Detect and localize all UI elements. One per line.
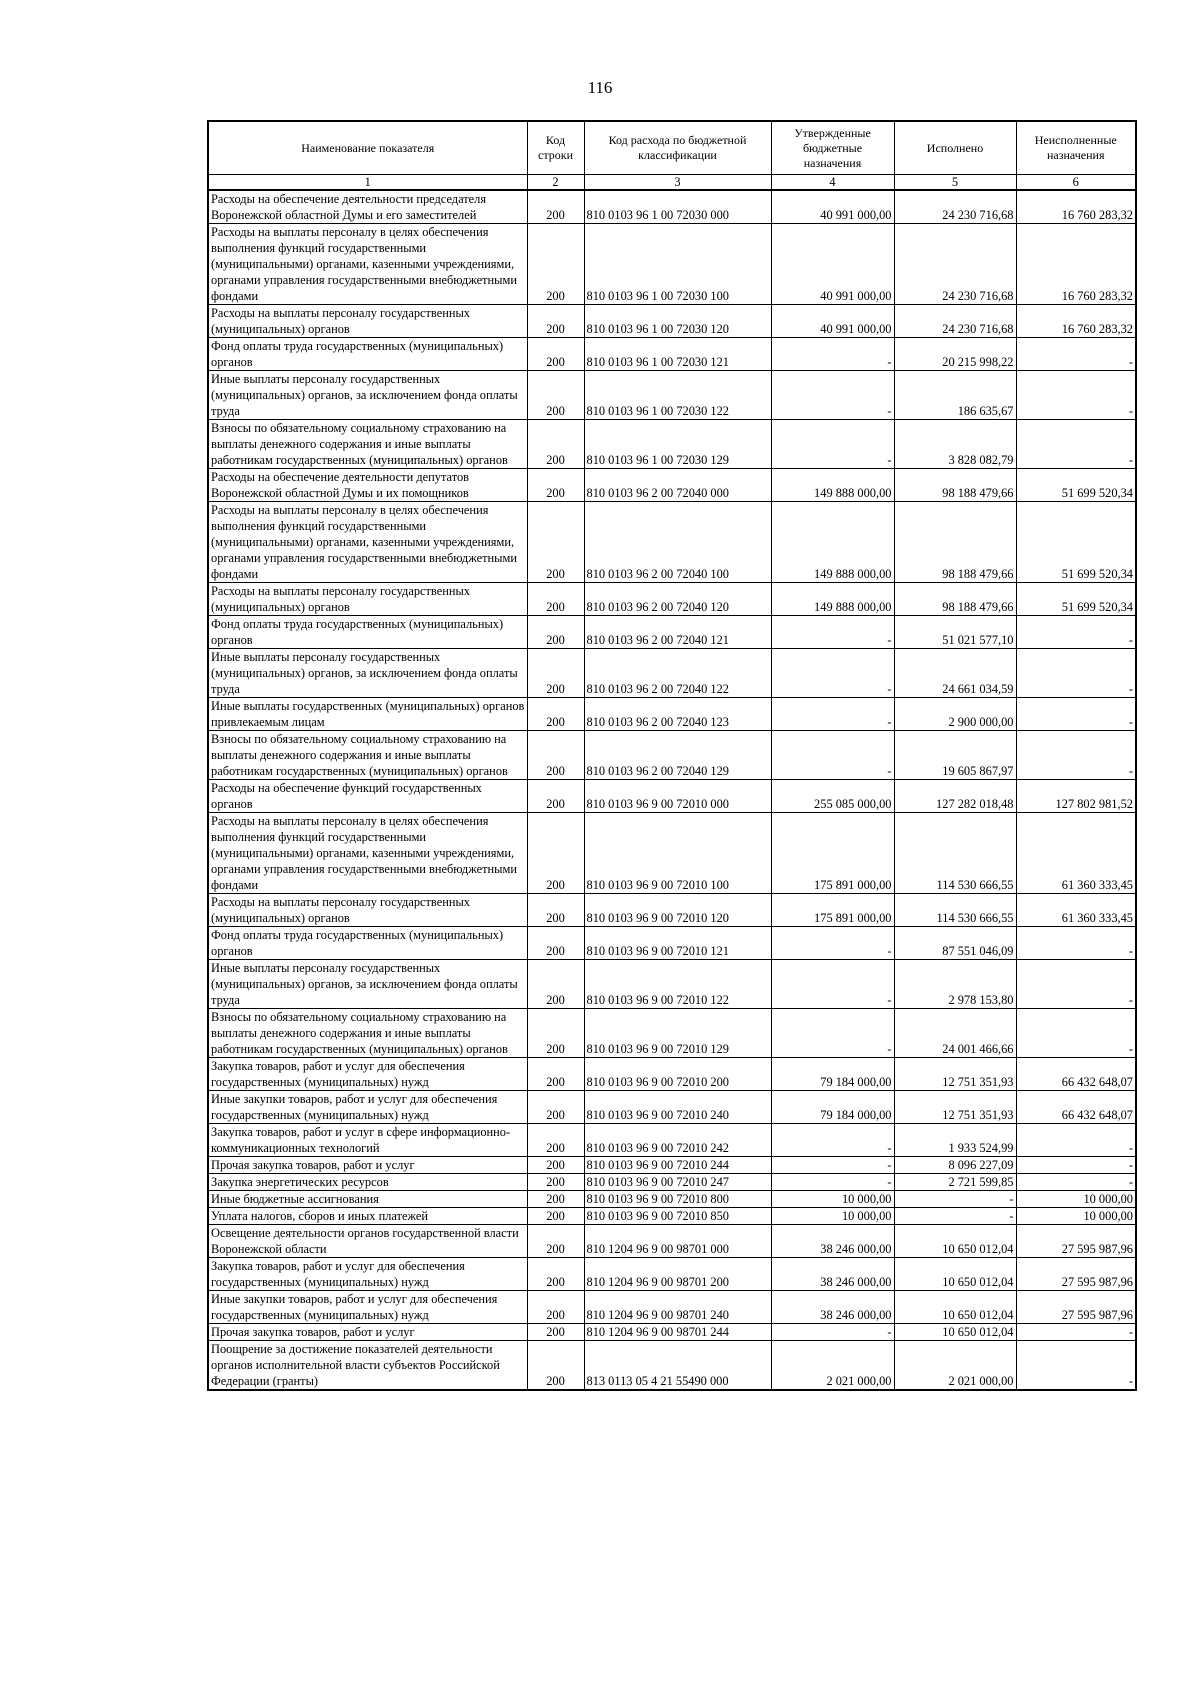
row-executed: 114 530 666,55 [894,813,1016,894]
row-unexecuted: - [1016,731,1136,780]
row-name: Фонд оплаты труда государственных (муниципальных) органов [208,616,527,649]
row-approved: 40 991 000,00 [771,305,894,338]
row-approved: 40 991 000,00 [771,224,894,305]
row-approved: 79 184 000,00 [771,1058,894,1091]
row-unexecuted: - [1016,1009,1136,1058]
table-row [208,371,1136,420]
table-row [208,960,1136,1009]
row-approved: 40 991 000,00 [771,190,894,224]
table-row [208,1225,1136,1258]
row-code: 200 [527,420,584,469]
row-name: Иные закупки товаров, работ и услуг для обеспечения государственных (муниципальных) нужд [208,1291,527,1324]
row-code: 200 [527,1157,584,1174]
row-executed: 2 021 000,00 [894,1341,1016,1391]
row-code: 200 [527,731,584,780]
row-executed: 24 230 716,68 [894,190,1016,224]
row-classification: 810 0103 96 9 00 72010 121 [584,927,771,960]
table-row [208,1157,1136,1174]
row-approved: - [771,731,894,780]
row-code: 200 [527,1208,584,1225]
row-name: Взносы по обязательному социальному страхованию на выплаты денежного содержания и иные выплаты работникам государственных (муниципальных) органов [208,420,527,469]
row-classification: 810 0103 96 9 00 72010 100 [584,813,771,894]
table-row [208,583,1136,616]
row-unexecuted: 127 802 981,52 [1016,780,1136,813]
row-approved: 149 888 000,00 [771,469,894,502]
row-code: 200 [527,1291,584,1324]
table-row [208,502,1136,583]
row-classification: 810 0103 96 9 00 72010 200 [584,1058,771,1091]
row-name: Расходы на выплаты персоналу в целях обеспечения выполнения функций государственными (муниципальными) органами, казенными учреждениями, органами управления государственными внебюджетными фондами [208,813,527,894]
row-unexecuted: - [1016,1157,1136,1174]
row-unexecuted: 27 595 987,96 [1016,1258,1136,1291]
row-executed: 114 530 666,55 [894,894,1016,927]
row-classification: 810 1204 96 9 00 98701 200 [584,1258,771,1291]
table-row [208,780,1136,813]
row-code: 200 [527,927,584,960]
table-row [208,1291,1136,1324]
row-unexecuted: - [1016,927,1136,960]
row-approved: 149 888 000,00 [771,583,894,616]
row-executed: 12 751 351,93 [894,1091,1016,1124]
row-executed: 2 721 599,85 [894,1174,1016,1191]
table-row [208,1091,1136,1124]
table-row [208,469,1136,502]
column-number-row [208,175,1136,191]
row-approved: 175 891 000,00 [771,813,894,894]
row-classification: 810 1204 96 9 00 98701 000 [584,1225,771,1258]
row-unexecuted: - [1016,420,1136,469]
row-approved: - [771,927,894,960]
row-classification: 810 0103 96 9 00 72010 120 [584,894,771,927]
table-row [208,894,1136,927]
row-unexecuted: - [1016,960,1136,1009]
row-executed: 3 828 082,79 [894,420,1016,469]
row-executed: 10 650 012,04 [894,1225,1016,1258]
row-name: Расходы на обеспечение деятельности депутатов Воронежской областной Думы и их помощников [208,469,527,502]
row-name: Расходы на выплаты персоналу государственных (муниципальных) органов [208,894,527,927]
row-classification: 810 0103 96 2 00 72040 129 [584,731,771,780]
row-classification: 810 0103 96 9 00 72010 850 [584,1208,771,1225]
row-classification: 810 1204 96 9 00 98701 244 [584,1324,771,1341]
row-code: 200 [527,1191,584,1208]
row-name: Расходы на выплаты персоналу в целях обеспечения выполнения функций государственными (муниципальными) органами, казенными учреждениями, органами управления государственными внебюджетными фондами [208,224,527,305]
row-approved: - [771,420,894,469]
row-executed: 20 215 998,22 [894,338,1016,371]
row-executed: 186 635,67 [894,371,1016,420]
row-code: 200 [527,469,584,502]
column-number: 6 [1016,175,1136,191]
table-row [208,1341,1136,1391]
row-code: 200 [527,583,584,616]
table-row [208,1124,1136,1157]
row-name: Прочая закупка товаров, работ и услуг [208,1157,527,1174]
table-row [208,420,1136,469]
row-name: Освещение деятельности органов государственной власти Воронежской области [208,1225,527,1258]
row-approved: - [771,1324,894,1341]
row-approved: 38 246 000,00 [771,1291,894,1324]
row-name: Закупка товаров, работ и услуг для обеспечения государственных (муниципальных) нужд [208,1058,527,1091]
row-name: Поощрение за достижение показателей деятельности органов исполнительной власти субъектов Российской Федерации (гранты) [208,1341,527,1391]
table-row [208,190,1136,224]
row-classification: 810 0103 96 9 00 72010 129 [584,1009,771,1058]
row-name: Расходы на обеспечение функций государственных органов [208,780,527,813]
row-unexecuted: 27 595 987,96 [1016,1225,1136,1258]
table-row [208,1208,1136,1225]
row-classification: 810 0103 96 9 00 72010 242 [584,1124,771,1157]
row-approved: - [771,1174,894,1191]
row-unexecuted: - [1016,616,1136,649]
row-name: Закупка товаров, работ и услуг в сфере информационно-коммуникационных технологий [208,1124,527,1157]
row-classification: 810 0103 96 2 00 72040 120 [584,583,771,616]
row-classification: 810 0103 96 1 00 72030 120 [584,305,771,338]
row-unexecuted: - [1016,371,1136,420]
row-executed: 98 188 479,66 [894,583,1016,616]
row-name: Фонд оплаты труда государственных (муниципальных) органов [208,338,527,371]
table-row [208,616,1136,649]
row-unexecuted: 66 432 648,07 [1016,1091,1136,1124]
table-row [208,927,1136,960]
row-approved: 175 891 000,00 [771,894,894,927]
row-name: Иные бюджетные ассигнования [208,1191,527,1208]
table-row [208,1324,1136,1341]
header-name: Наименование показателя [208,121,527,175]
table-row [208,698,1136,731]
row-approved: 10 000,00 [771,1191,894,1208]
row-executed: - [894,1191,1016,1208]
row-code: 200 [527,1341,584,1391]
row-code: 200 [527,338,584,371]
row-executed: 1 933 524,99 [894,1124,1016,1157]
row-code: 200 [527,1258,584,1291]
table-body [208,190,1136,1390]
row-approved: 255 085 000,00 [771,780,894,813]
row-classification: 810 0103 96 2 00 72040 121 [584,616,771,649]
row-unexecuted: 61 360 333,45 [1016,894,1136,927]
table-row [208,305,1136,338]
row-unexecuted: 51 699 520,34 [1016,502,1136,583]
row-unexecuted: 51 699 520,34 [1016,583,1136,616]
row-code: 200 [527,894,584,927]
row-classification: 810 0103 96 9 00 72010 000 [584,780,771,813]
row-code: 200 [527,224,584,305]
row-unexecuted: - [1016,698,1136,731]
row-approved: - [771,1124,894,1157]
row-approved: 38 246 000,00 [771,1258,894,1291]
row-name: Взносы по обязательному социальному страхованию на выплаты денежного содержания и иные выплаты работникам государственных (муниципальных) органов [208,1009,527,1058]
row-code: 200 [527,1225,584,1258]
table-row [208,813,1136,894]
row-executed: 24 230 716,68 [894,305,1016,338]
row-unexecuted: - [1016,338,1136,371]
row-code: 200 [527,616,584,649]
header-approved: Утвержденные бюджетные назначения [771,121,894,175]
row-classification: 810 0103 96 1 00 72030 121 [584,338,771,371]
row-name: Взносы по обязательному социальному страхованию на выплаты денежного содержания и иные выплаты работникам государственных (муниципальных) органов [208,731,527,780]
row-unexecuted: - [1016,1324,1136,1341]
row-executed: 127 282 018,48 [894,780,1016,813]
row-classification: 810 0103 96 1 00 72030 129 [584,420,771,469]
row-classification: 810 0103 96 9 00 72010 244 [584,1157,771,1174]
header-executed: Исполнено [894,121,1016,175]
table-row [208,224,1136,305]
row-code: 200 [527,1174,584,1191]
row-unexecuted: 66 432 648,07 [1016,1058,1136,1091]
row-executed: 24 230 716,68 [894,224,1016,305]
row-unexecuted: 51 699 520,34 [1016,469,1136,502]
table-row [208,731,1136,780]
row-classification: 810 0103 96 2 00 72040 122 [584,649,771,698]
row-code: 200 [527,1009,584,1058]
row-executed: 98 188 479,66 [894,469,1016,502]
row-approved: - [771,649,894,698]
row-executed: 10 650 012,04 [894,1258,1016,1291]
row-approved: 2 021 000,00 [771,1341,894,1391]
row-code: 200 [527,305,584,338]
row-name: Прочая закупка товаров, работ и услуг [208,1324,527,1341]
row-approved: - [771,698,894,731]
row-unexecuted: 16 760 283,32 [1016,190,1136,224]
row-code: 200 [527,190,584,224]
header-row-code: Код строки [527,121,584,175]
table-row [208,1009,1136,1058]
row-code: 200 [527,1091,584,1124]
page-number: 116 [587,78,613,97]
row-name: Иные выплаты персоналу государственных (муниципальных) органов, за исключением фонда оплаты труда [208,371,527,420]
row-name: Расходы на выплаты персоналу государственных (муниципальных) органов [208,305,527,338]
row-code: 200 [527,1124,584,1157]
row-code: 200 [527,371,584,420]
row-unexecuted: - [1016,1124,1136,1157]
row-unexecuted: - [1016,1174,1136,1191]
row-approved: 149 888 000,00 [771,502,894,583]
row-code: 200 [527,502,584,583]
row-classification: 810 0103 96 9 00 72010 247 [584,1174,771,1191]
row-name: Расходы на обеспечение деятельности председателя Воронежской областной Думы и его заместителей [208,190,527,224]
row-unexecuted: 27 595 987,96 [1016,1291,1136,1324]
row-name: Иные закупки товаров, работ и услуг для обеспечения государственных (муниципальных) нужд [208,1091,527,1124]
column-number: 3 [584,175,771,191]
row-approved: - [771,338,894,371]
row-approved: - [771,1009,894,1058]
row-executed: 12 751 351,93 [894,1058,1016,1091]
table-row [208,1191,1136,1208]
row-code: 200 [527,649,584,698]
row-code: 200 [527,1324,584,1341]
row-code: 200 [527,1058,584,1091]
row-approved: 38 246 000,00 [771,1225,894,1258]
row-code: 200 [527,960,584,1009]
row-unexecuted: 61 360 333,45 [1016,813,1136,894]
row-name: Закупка энергетических ресурсов [208,1174,527,1191]
row-executed: 98 188 479,66 [894,502,1016,583]
row-code: 200 [527,780,584,813]
row-classification: 810 0103 96 1 00 72030 100 [584,224,771,305]
table-row [208,649,1136,698]
row-approved: 10 000,00 [771,1208,894,1225]
row-executed: 87 551 046,09 [894,927,1016,960]
row-approved: - [771,1157,894,1174]
table-row [208,1258,1136,1291]
row-name: Фонд оплаты труда государственных (муниципальных) органов [208,927,527,960]
row-classification: 810 0103 96 9 00 72010 122 [584,960,771,1009]
row-classification: 810 0103 96 9 00 72010 240 [584,1091,771,1124]
column-number: 4 [771,175,894,191]
row-approved: - [771,371,894,420]
row-executed: 24 001 466,66 [894,1009,1016,1058]
row-classification: 810 0103 96 1 00 72030 000 [584,190,771,224]
row-unexecuted: - [1016,1341,1136,1391]
row-executed: 10 650 012,04 [894,1324,1016,1341]
row-classification: 810 1204 96 9 00 98701 240 [584,1291,771,1324]
row-name: Иные выплаты государственных (муниципальных) органов привлекаемым лицам [208,698,527,731]
row-executed: 10 650 012,04 [894,1291,1016,1324]
row-unexecuted: 10 000,00 [1016,1208,1136,1225]
row-classification: 810 0103 96 2 00 72040 123 [584,698,771,731]
table-row [208,1174,1136,1191]
header-row [208,121,1136,175]
row-unexecuted: 10 000,00 [1016,1191,1136,1208]
row-classification: 810 0103 96 2 00 72040 000 [584,469,771,502]
row-executed: 2 978 153,80 [894,960,1016,1009]
row-executed: 51 021 577,10 [894,616,1016,649]
header-classification: Код расхода по бюджетной классификации [584,121,771,175]
row-classification: 810 0103 96 2 00 72040 100 [584,502,771,583]
row-approved: - [771,616,894,649]
row-unexecuted: 16 760 283,32 [1016,305,1136,338]
row-executed: 19 605 867,97 [894,731,1016,780]
table-row [208,338,1136,371]
row-executed: - [894,1208,1016,1225]
row-classification: 813 0113 05 4 21 55490 000 [584,1341,771,1391]
column-number: 5 [894,175,1016,191]
row-name: Иные выплаты персоналу государственных (муниципальных) органов, за исключением фонда оплаты труда [208,649,527,698]
row-executed: 8 096 227,09 [894,1157,1016,1174]
row-code: 200 [527,698,584,731]
row-code: 200 [527,813,584,894]
row-classification: 810 0103 96 9 00 72010 800 [584,1191,771,1208]
row-executed: 2 900 000,00 [894,698,1016,731]
row-name: Расходы на выплаты персоналу в целях обеспечения выполнения функций государственными (муниципальными) органами, казенными учреждениями, органами управления государственными внебюджетными фондами [208,502,527,583]
row-unexecuted: 16 760 283,32 [1016,224,1136,305]
row-approved: 79 184 000,00 [771,1091,894,1124]
column-number: 2 [527,175,584,191]
budget-report-table [207,120,1137,1391]
row-approved: - [771,960,894,1009]
row-executed: 24 661 034,59 [894,649,1016,698]
row-name: Закупка товаров, работ и услуг для обеспечения государственных (муниципальных) нужд [208,1258,527,1291]
header-unexecuted: Неисполненные назначения [1016,121,1136,175]
column-number: 1 [208,175,527,191]
row-unexecuted: - [1016,649,1136,698]
table-row [208,1058,1136,1091]
row-classification: 810 0103 96 1 00 72030 122 [584,371,771,420]
row-name: Расходы на выплаты персоналу государственных (муниципальных) органов [208,583,527,616]
row-name: Уплата налогов, сборов и иных платежей [208,1208,527,1225]
row-name: Иные выплаты персоналу государственных (муниципальных) органов, за исключением фонда оплаты труда [208,960,527,1009]
